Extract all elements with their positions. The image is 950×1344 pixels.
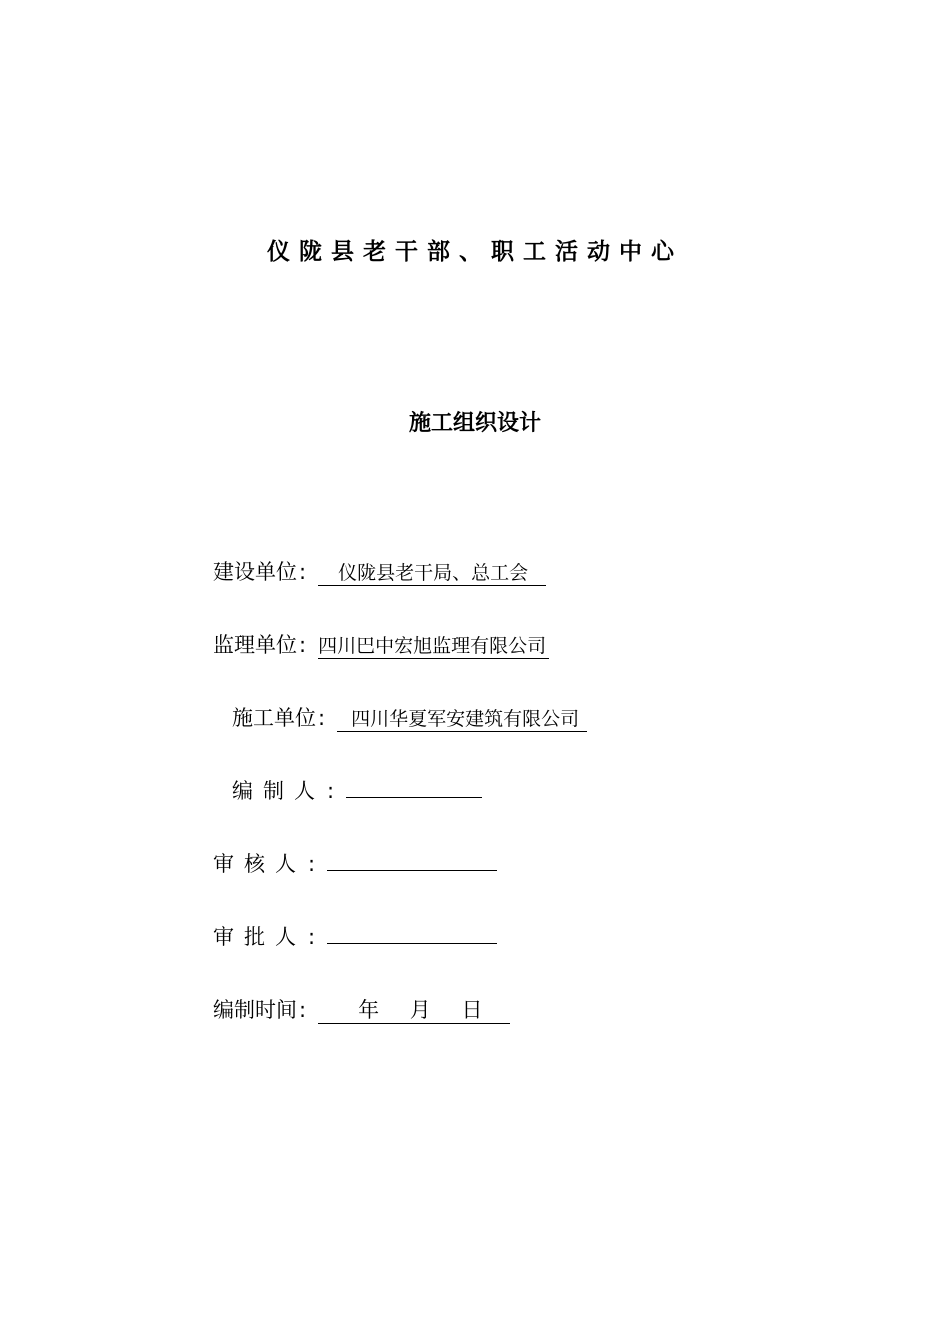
contractor-value: 四川华夏军安建筑有限公司: [337, 709, 587, 732]
contractor-label: 施工单位: [232, 706, 316, 730]
approver-colon: :: [308, 925, 316, 949]
client-label: 建设单位: [213, 560, 297, 584]
compiler-row: [232, 775, 482, 805]
date-month-unit: 月: [409, 998, 431, 1022]
approver-blank[interactable]: [327, 925, 497, 944]
client-value: 仪陇县老干局、总工会: [318, 563, 546, 586]
date-row: [213, 994, 510, 1024]
reviewer-row: [213, 848, 497, 878]
client-row: [213, 556, 546, 586]
compiler-colon: :: [327, 779, 335, 803]
compiler-label: 编制人: [232, 779, 325, 803]
compiler-blank[interactable]: [346, 779, 482, 798]
document-title: 仪陇县老干部、职工活动中心: [267, 239, 683, 265]
supervisor-value: 四川巴中宏旭监理有限公司: [318, 636, 549, 659]
approver-row: [213, 921, 497, 951]
approver-label: 审批人: [213, 925, 306, 949]
date-colon: :: [299, 998, 307, 1022]
contractor-colon: :: [318, 706, 326, 730]
reviewer-label: 审核人: [213, 852, 306, 876]
date-label: 编制时间: [213, 998, 297, 1022]
reviewer-blank[interactable]: [327, 852, 497, 871]
supervisor-label: 监理单位: [213, 633, 297, 657]
document-subtitle: 施工组织设计: [408, 411, 541, 436]
date-year-unit: 年: [358, 998, 380, 1022]
reviewer-colon: :: [308, 852, 316, 876]
date-value[interactable]: [318, 999, 510, 1024]
supervisor-row: [213, 629, 549, 659]
date-day-unit: 日: [461, 998, 483, 1022]
client-colon: :: [299, 560, 307, 584]
contractor-row: [232, 702, 587, 732]
supervisor-colon: :: [299, 633, 307, 657]
